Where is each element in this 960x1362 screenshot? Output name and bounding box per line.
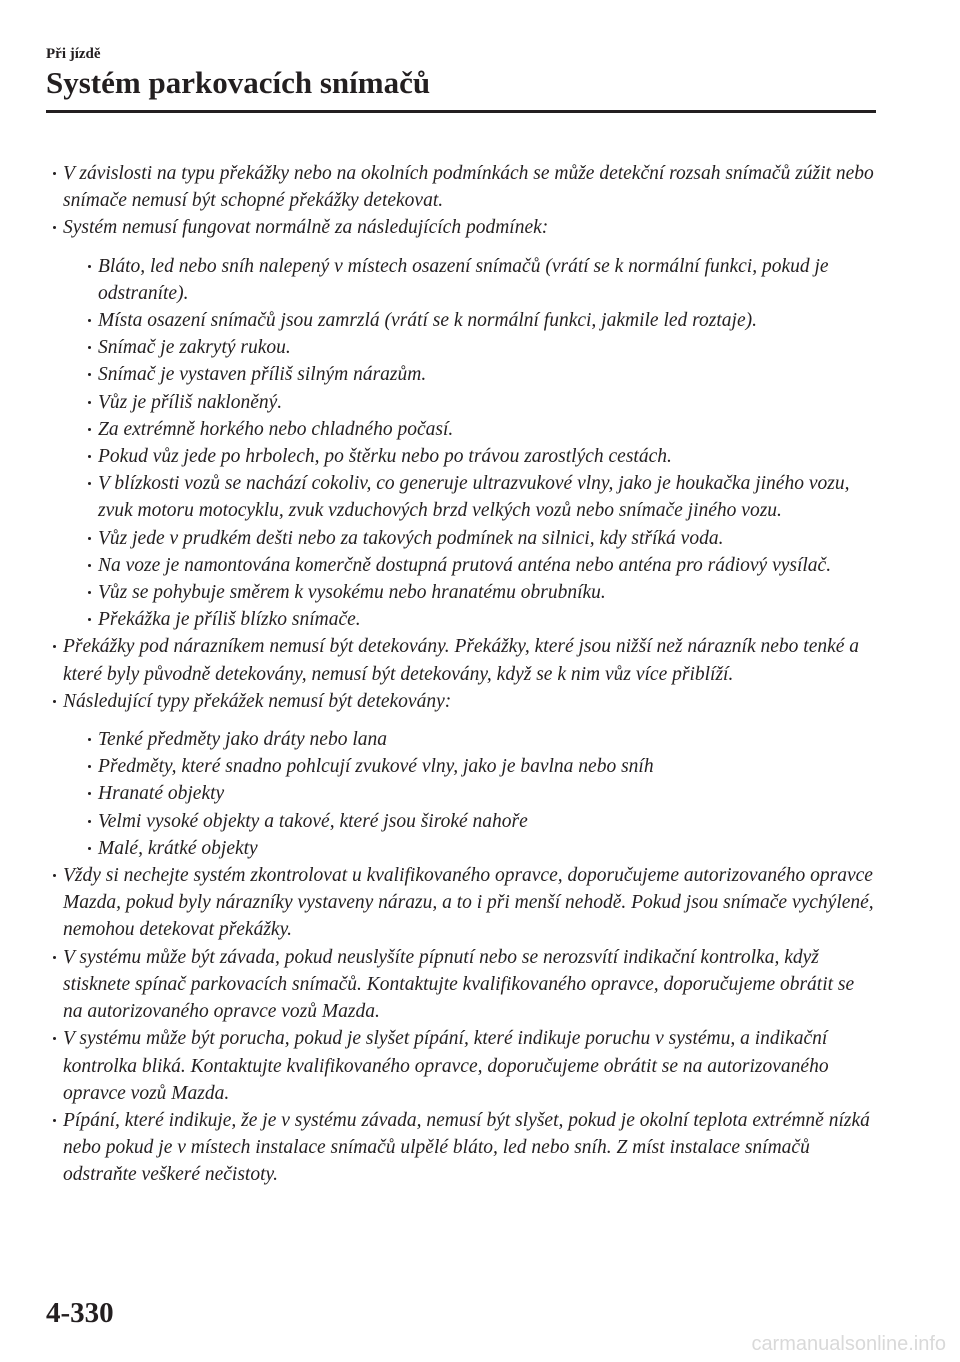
bullet-icon [88, 820, 91, 823]
bullet-icon [88, 765, 91, 768]
bullet-icon [53, 226, 56, 229]
list-item [46, 1107, 876, 1189]
list-item-text: V systému může být závada, pokud neuslyšíte pípnutí nebo se nerozsvítí indikační kontrolka, když stisknete spínač parkovacích snímačů. Kontaktujte kvalifikovaného opravce, doporučujeme obrátit se na autorizovaného opravce vozů Mazda. [63, 946, 855, 1023]
sub-list-item [63, 443, 876, 470]
bullet-icon [88, 792, 91, 795]
sub-list-item [63, 389, 876, 416]
sub-bullet-list [63, 253, 876, 634]
bullet-icon [88, 618, 91, 621]
sub-list-item-text: V blízkosti vozů se nachází cokoliv, co generuje ultrazvukové vlny, jako je houkačka jiného vozu, zvuk motoru motocyklu, zvuk vzduchových brzd velkých vozů nebo snímače jiného vozu. [98, 473, 850, 522]
sub-list-item-text: Předměty, které snadno pohlcují zvukové vlny, jako je bavlna nebo sníh [98, 756, 654, 778]
bullet-icon [53, 645, 56, 648]
sub-list-item-text: Hranaté objekty [98, 783, 225, 805]
sub-list-item [63, 726, 876, 753]
page-number: 4-330 [46, 1297, 114, 1329]
bullet-icon [88, 455, 91, 458]
sub-list-item-text: Snímač je zakrytý rukou. [98, 337, 291, 359]
bullet-list [46, 160, 876, 1189]
sub-list-item-text: Za extrémně horkého nebo chladného počasí. [98, 418, 454, 440]
bullet-icon [88, 537, 91, 540]
list-item [46, 944, 876, 1026]
sub-list-item [63, 361, 876, 388]
sub-list-item-text: Vůz se pohybuje směrem k vysokému nebo hranatému obrubníku. [98, 582, 606, 604]
watermark: carmanualsonline.info [751, 1333, 946, 1355]
section-label: Při jízdě [46, 46, 101, 62]
sub-list-item-text: Na voze je namontována komerčně dostupná prutová anténa nebo anténa pro rádiový vysílač. [98, 554, 832, 576]
sub-list-item [63, 416, 876, 443]
sub-list-item [63, 808, 876, 835]
bullet-icon [53, 700, 56, 703]
list-item-text: Systém nemusí fungovat normálně za následujících podmínek: [63, 217, 549, 239]
list-item-text: Překážky pod nárazníkem nemusí být detekovány. Překážky, které jsou nižší než nárazník nebo tenké a které byly původně detekovány, nemusí být detekovány, když se k nim vůz více přiblíží. [63, 636, 860, 685]
bullet-icon [88, 401, 91, 404]
list-item [46, 688, 876, 862]
sub-list-item-text: Pokud vůz jede po hrbolech, po štěrku nebo po trávou zarostlých cestách. [98, 446, 672, 468]
list-item [46, 1025, 876, 1107]
list-item-text: Pípání, které indikuje, že je v systému závada, nemusí být slyšet, pokud je okolní teplota extrémně nízká nebo pokud je v místech instalace snímačů ulpělé bláto, led nebo sníh. Z míst instalace snímačů odstraňte veškeré nečistoty. [63, 1109, 870, 1186]
page-title: Systém parkovacích snímačů [46, 65, 431, 100]
sub-list-item-text: Bláto, led nebo sníh nalepený v místech osazení snímačů (vrátí se k normální funkci, pokud je odstraníte). [98, 255, 829, 304]
content [46, 160, 876, 1189]
sub-list-item-text: Velmi vysoké objekty a takové, které jsou široké nahoře [98, 810, 528, 832]
sub-list-item-text: Překážka je příliš blízko snímače. [98, 609, 361, 631]
list-item-text: Následující typy překážek nemusí být detekovány: [63, 690, 452, 712]
bullet-icon [88, 428, 91, 431]
sub-list-item [63, 334, 876, 361]
bullet-icon [88, 564, 91, 567]
sub-list-item [63, 753, 876, 780]
sub-list-item [63, 579, 876, 606]
list-item-text: Vždy si nechejte systém zkontrolovat u kvalifikovaného opravce, doporučujeme autorizovaného opravce Mazda, pokud byly nárazníky vystaveny nárazu, a to i při menší nehodě. Pokud jsou snímače vychýlené, nemohou detekovat překážky. [63, 865, 874, 941]
sub-list-item-text: Místa osazení snímačů jsou zamrzlá (vrátí se k normální funkci, jakmile led roztaje). [98, 310, 757, 332]
bullet-icon [88, 265, 91, 268]
sub-list-item [63, 606, 876, 633]
sub-list-item [63, 525, 876, 552]
sub-list-item-text: Vůz je příliš nakloněný. [98, 391, 283, 413]
list-item-text: V závislosti na typu překážky nebo na okolních podmínkách se může detekční rozsah snímačů zúžit nebo snímače nemusí být schopné překážky detekovat. [63, 163, 874, 212]
bullet-icon [88, 847, 91, 850]
bullet-icon [88, 482, 91, 485]
sub-list-item [63, 835, 876, 862]
sub-list-item [63, 780, 876, 807]
sub-list-item-text: Tenké předměty jako dráty nebo lana [98, 729, 388, 751]
bullet-icon [53, 172, 56, 175]
list-item [46, 160, 876, 214]
bullet-icon [88, 738, 91, 741]
bullet-icon [53, 874, 56, 877]
list-item [46, 862, 876, 944]
bullet-icon [88, 319, 91, 322]
bullet-icon [88, 373, 91, 376]
sub-list-item-text: Vůz jede v prudkém dešti nebo za takových podmínek na silnici, kdy stříká voda. [98, 527, 724, 549]
bullet-icon [53, 1119, 56, 1122]
sub-list-item [63, 552, 876, 579]
bullet-icon [53, 956, 56, 959]
bullet-icon [53, 1037, 56, 1040]
sub-list-item [63, 253, 876, 307]
sub-bullet-list [63, 726, 876, 862]
bullet-icon [88, 346, 91, 349]
list-item [46, 214, 876, 633]
list-item [46, 633, 876, 687]
sub-list-item [63, 470, 876, 524]
title-rule [46, 110, 876, 113]
sub-list-item-text: Malé, krátké objekty [98, 837, 258, 859]
list-item-text: V systému může být porucha, pokud je slyšet pípání, které indikuje poruchu v systému, a indikační kontrolka bliká. Kontaktujte kvalifikovaného opravce, doporučujeme obrátit se na autorizovaného opravce vozů Mazda. [63, 1028, 829, 1104]
sub-list-item-text: Snímač je vystaven příliš silným nárazům. [98, 364, 427, 386]
bullet-icon [88, 591, 91, 594]
sub-list-item [63, 307, 876, 334]
